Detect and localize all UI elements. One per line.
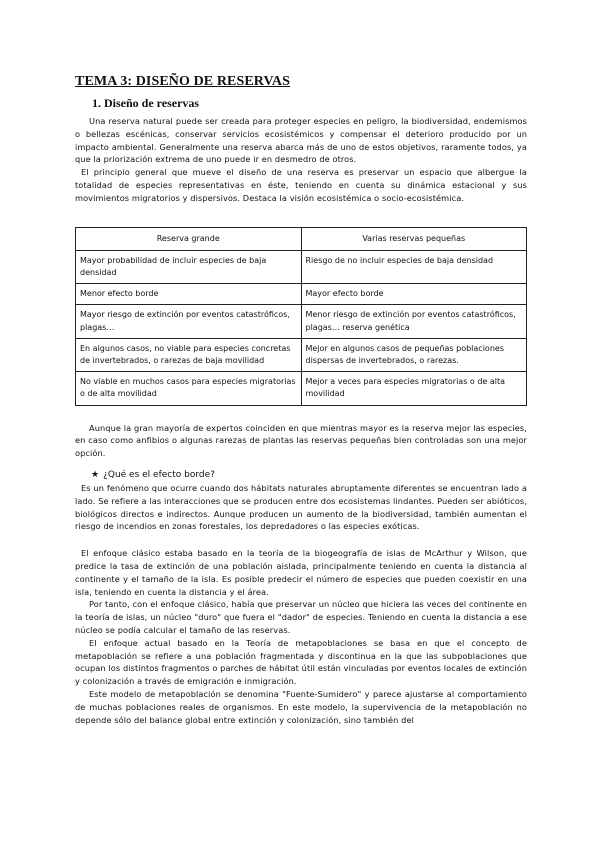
paragraph-classic-approach: El enfoque clásico estaba basado en la teoría de la biogeografía de islas de McArthur y Wilson, que predice la tasa de extinción de una población aislada, principalmente teniendo en cuenta la distancia al continente y el tamaño de la isla. Es posible predecir el número de especies que pueden coexistir en una isla, teniendo en cuenta la distancia y el área. [75, 548, 527, 597]
table-cell: En algunos casos, no viable para especies concretas de invertebrados, o rarezas de baja movilidad [76, 338, 302, 371]
paragraph-after-table: Aunque la gran mayoría de expertos coinciden en que mientras mayor es la reserva mejor las especies, en caso como anfibios o algunas rarezas de plantas las reservas pequeñas bien controladas son una mejor opción. [75, 422, 527, 459]
table-cell: Menor efecto borde [76, 284, 302, 305]
paragraph-metapopulation: El enfoque actual basado en la Teoría de metapoblaciones se basa en que el concepto de metapoblación se refiere a una población fragmentada y discontinua en la que las subpoblaciones que ocupan los distintos fragmentos o parches de hábitat útil están vinculadas por eventos locales de extinción y colonización a través de emigración e inmigración. [75, 637, 527, 687]
paragraph-intro-2: El principio general que mueve el diseño de una reserva es preservar un espacio que albergue la totalidad de especies representativas en éste, teniendo en cuenta su dinámica estacional y sus movimientos migratorios y dispersivos. Destaca la visión ecosistémica o socio-ecosistémica. [75, 167, 527, 203]
table-row [76, 284, 527, 305]
table-row [76, 372, 527, 405]
table-header-large-reserve: Reserva grande [76, 227, 302, 250]
table-cell: Riesgo de no incluir especies de baja densidad [301, 250, 527, 283]
edge-effect-question [91, 470, 527, 480]
paragraph-core-reserve: Por tanto, con el enfoque clásico, había que preservar un núcleo que hiciera las veces del continente en la teoría de islas, un núcleo "duro" que fuera el "dador" de especies. Teniendo en cuenta la distancia a ese núcleo se podía calcular el tamaño de las reservas. [75, 599, 527, 635]
table-row [76, 305, 527, 338]
table-cell: Menor riesgo de extinción por eventos catastróficos, plagas… reserva genética [301, 305, 527, 338]
table-row [76, 250, 527, 283]
table-row [76, 338, 527, 371]
table-cell: Mayor probabilidad de incluir especies de baja densidad [76, 250, 302, 283]
paragraph-edge-effect: Es un fenómeno que ocurre cuando dos hábitats naturales abruptamente diferentes se encuentran lado a lado. Se refiere a las interacciones que se producen entre dos ecosistemas lindantes. Pueden ser abióticos, biológicos directos e indirectos. Aunque producen un aumento de la biodiversidad, también aumentan el riesgo de incendios en zonas forestales, los depredadores o las especies exóticas. [75, 483, 527, 532]
table-cell: Mayor efecto borde [301, 284, 527, 305]
table-cell: Mejor a veces para especies migratorias o de alta movilidad [301, 372, 527, 405]
paragraph-source-sink: Este modelo de metapoblación se denomina "Fuente-Sumidero" y parece ajustarse al comportamiento de muchas poblaciones reales de organismos. En este modelo, la supervivencia de la metapoblación no depende sólo del balance global entre extinción y colonización, sino también del [75, 688, 527, 725]
paragraph-intro-1: Una reserva natural puede ser creada para proteger especies en peligro, la biodiversidad, endemismos o bellezas escénicas, conservar servicios ecosistémicos y compensar el deterioro producido por un impacto ambiental. Generalmente una reserva abarca más de uno de estos objetivos, raramente todos, ya que la priorización extrema de uno puede ir en desmedro de otros. [75, 116, 527, 165]
section-heading: 1. Diseño de reservas [92, 96, 200, 110]
table-header-row [76, 227, 527, 250]
document-page [75, 70, 527, 726]
page-title: TEMA 3: DISEÑO DE RESERVAS [75, 74, 291, 89]
table-header-small-reserves: Varias reservas pequeñas [301, 227, 527, 250]
table-cell: Mayor riesgo de extinción por eventos catastróficos, plagas… [76, 305, 302, 338]
comparison-table [75, 227, 527, 406]
table-cell: No viable en muchos casos para especies migratorias o de alta movilidad [76, 372, 302, 405]
question-text: ¿Qué es el efecto borde? [103, 470, 215, 480]
star-icon: ★ [91, 470, 100, 480]
table-cell: Mejor en algunos casos de pequeñas poblaciones dispersas de invertebrados, o rarezas. [301, 338, 527, 371]
